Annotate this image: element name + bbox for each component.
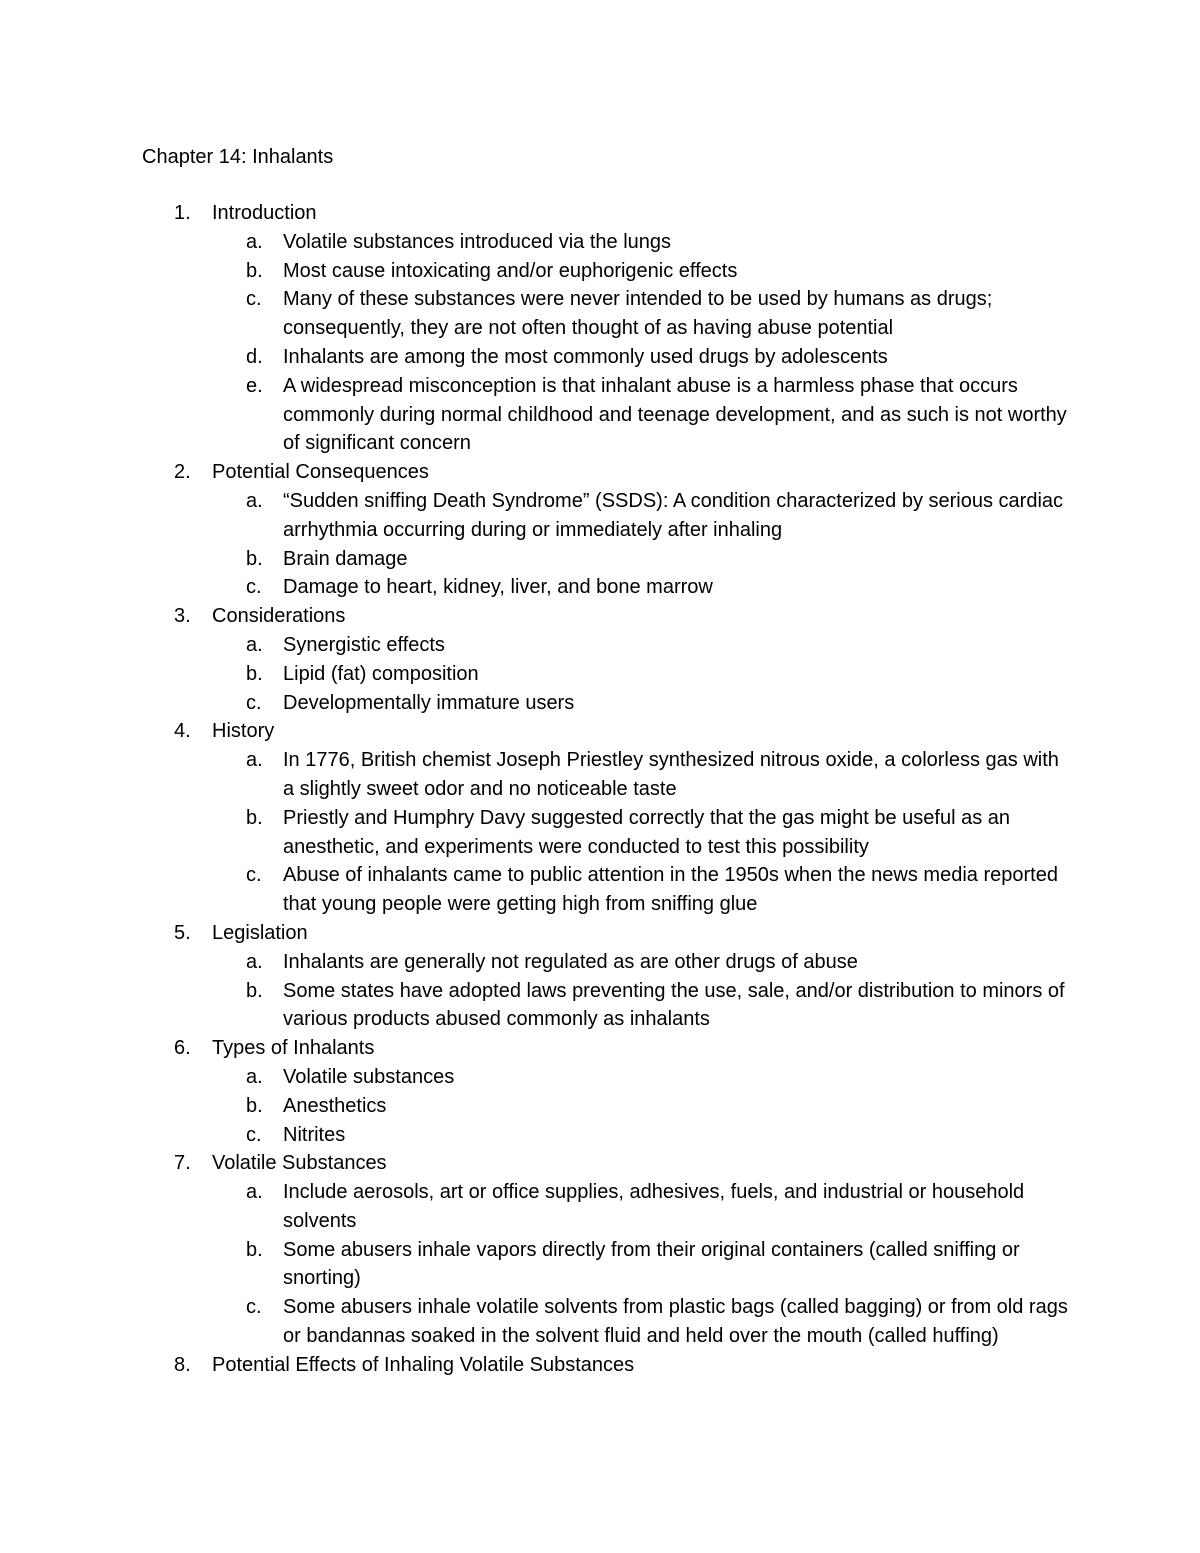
- item-text: Nitrites: [283, 1123, 346, 1146]
- section-items: [0, 948, 1200, 1034]
- section-number: 5.: [174, 921, 191, 944]
- section-label: Legislation: [212, 921, 308, 944]
- section-label: Potential Consequences: [212, 461, 429, 484]
- section-items: [0, 1178, 1200, 1351]
- section-number: 3.: [174, 605, 191, 628]
- item-text: Developmentally immature users: [283, 691, 575, 714]
- item-text: “Sudden sniffing Death Syndrome” (SSDS): A condition characterized by serious cardiac arrhythmia occurring during or immediately after inhaling: [283, 489, 1064, 541]
- section-label: Volatile Substances: [212, 1152, 387, 1175]
- section-heading: [0, 919, 1200, 948]
- section-heading: [0, 458, 1200, 487]
- item-letter: a.: [246, 230, 263, 253]
- list-item: [0, 487, 1200, 545]
- outline-section: [0, 199, 1200, 458]
- section-label: Types of Inhalants: [212, 1037, 375, 1060]
- list-item: [0, 861, 1200, 919]
- section-label: Considerations: [212, 605, 346, 628]
- item-text: Include aerosols, art or office supplies, adhesives, fuels, and industrial or household solvents: [283, 1181, 1025, 1232]
- list-item: [0, 372, 1200, 458]
- section-items: [0, 228, 1200, 458]
- item-letter: b.: [246, 1094, 263, 1117]
- item-text: Some abusers inhale vapors directly from their original containers (called sniffing or snorting): [283, 1238, 1020, 1290]
- item-text: Damage to heart, kidney, liver, and bone marrow: [283, 576, 713, 599]
- item-letter: a.: [246, 633, 263, 656]
- list-item: [0, 660, 1200, 689]
- section-number: 6.: [174, 1037, 191, 1060]
- section-label: Potential Effects of Inhaling Volatile Substances: [212, 1353, 635, 1376]
- section-label: History: [212, 720, 275, 743]
- section-label: Introduction: [212, 202, 317, 224]
- item-letter: b.: [246, 662, 263, 685]
- section-heading: [0, 199, 1200, 228]
- section-heading: [0, 1351, 1200, 1380]
- item-text: Volatile substances introduced via the lungs: [283, 230, 672, 253]
- item-letter: b.: [246, 806, 263, 829]
- outline-section: [0, 717, 1200, 919]
- list-item: [0, 228, 1200, 257]
- item-letter: c.: [246, 1296, 262, 1319]
- item-letter: c.: [246, 288, 262, 311]
- item-text: Brain damage: [283, 547, 408, 570]
- item-text: Volatile substances: [283, 1065, 455, 1088]
- item-letter: b.: [246, 547, 263, 570]
- list-item: [0, 1236, 1200, 1294]
- section-items: [0, 631, 1200, 717]
- list-item: [0, 631, 1200, 660]
- item-text: Many of these substances were never intended to be used by humans as drugs; consequently, they are not often thought of as having abuse potential: [283, 288, 993, 340]
- item-text: In 1776, British chemist Joseph Priestley synthesized nitrous oxide, a colorless gas with a slightly sweet odor and no noticeable taste: [283, 749, 1059, 800]
- list-item: [0, 1178, 1200, 1236]
- item-letter: e.: [246, 374, 263, 397]
- list-item: [0, 1063, 1200, 1092]
- list-item: [0, 977, 1200, 1035]
- item-text: Inhalants are generally not regulated as are other drugs of abuse: [283, 950, 858, 973]
- outline-section: [0, 919, 1200, 1034]
- item-letter: d.: [246, 345, 263, 368]
- section-number: 8.: [174, 1353, 191, 1376]
- list-item: [0, 285, 1200, 343]
- item-text: Anesthetics: [283, 1094, 387, 1117]
- item-text: A widespread misconception is that inhalant abuse is a harmless phase that occurs commonly during normal childhood and teenage development, and as such is not worthy of significant concern: [283, 374, 1067, 455]
- outline-section: [0, 1351, 1200, 1380]
- item-text: Some abusers inhale volatile solvents from plastic bags (called bagging) or from old rags or bandannas soaked in the solvent fluid and held over the mouth (called huffing): [283, 1296, 1068, 1348]
- section-heading: [0, 1149, 1200, 1178]
- item-text: Lipid (fat) composition: [283, 662, 479, 685]
- section-heading: [0, 602, 1200, 631]
- item-letter: a.: [246, 489, 263, 512]
- list-item: [0, 257, 1200, 286]
- item-letter: b.: [246, 1238, 263, 1261]
- item-letter: a.: [246, 749, 263, 772]
- item-text: Most cause intoxicating and/or euphorigenic effects: [283, 259, 738, 282]
- item-letter: c.: [246, 576, 262, 599]
- list-item: [0, 1092, 1200, 1121]
- item-text: Synergistic effects: [283, 633, 445, 656]
- section-number: 4.: [174, 720, 191, 743]
- section-items: [0, 487, 1200, 602]
- list-item: [0, 343, 1200, 372]
- section-items: [0, 746, 1200, 919]
- item-letter: a.: [246, 950, 263, 973]
- section-heading: [0, 1034, 1200, 1063]
- item-letter: a.: [246, 1181, 263, 1204]
- section-number: 7.: [174, 1152, 191, 1175]
- item-letter: c.: [246, 864, 262, 887]
- item-letter: a.: [246, 1065, 263, 1088]
- item-text: Inhalants are among the most commonly used drugs by adolescents: [283, 345, 888, 368]
- item-text: Abuse of inhalants came to public attention in the 1950s when the news media reported that young people were getting high from sniffing glue: [283, 864, 1058, 916]
- list-item: [0, 804, 1200, 862]
- item-letter: b.: [246, 979, 263, 1002]
- item-letter: b.: [246, 259, 263, 282]
- section-heading: [0, 717, 1200, 746]
- list-item: [0, 545, 1200, 574]
- section-items: [0, 1063, 1200, 1149]
- outline-section: [0, 458, 1200, 602]
- list-item: [0, 1121, 1200, 1150]
- outline-section: [0, 1034, 1200, 1149]
- item-text: Priestly and Humphry Davy suggested correctly that the gas might be useful as an anesthetic, and experiments were conducted to test this possibility: [283, 806, 1011, 858]
- outline-section: [0, 602, 1200, 717]
- list-item: [0, 746, 1200, 804]
- section-number: 2.: [174, 461, 191, 484]
- section-number: 1.: [174, 202, 191, 224]
- item-letter: c.: [246, 1123, 262, 1146]
- item-letter: c.: [246, 691, 262, 714]
- list-item: [0, 1293, 1200, 1351]
- list-item: [0, 689, 1200, 718]
- item-text: Some states have adopted laws preventing the use, sale, and/or distribution to minors of various products abused commonly as inhalants: [283, 979, 1065, 1031]
- chapter-outline: [0, 199, 1200, 1380]
- page-title: Chapter 14: Inhalants: [142, 146, 334, 168]
- outline-section: [0, 1149, 1200, 1351]
- list-item: [0, 948, 1200, 977]
- list-item: [0, 573, 1200, 602]
